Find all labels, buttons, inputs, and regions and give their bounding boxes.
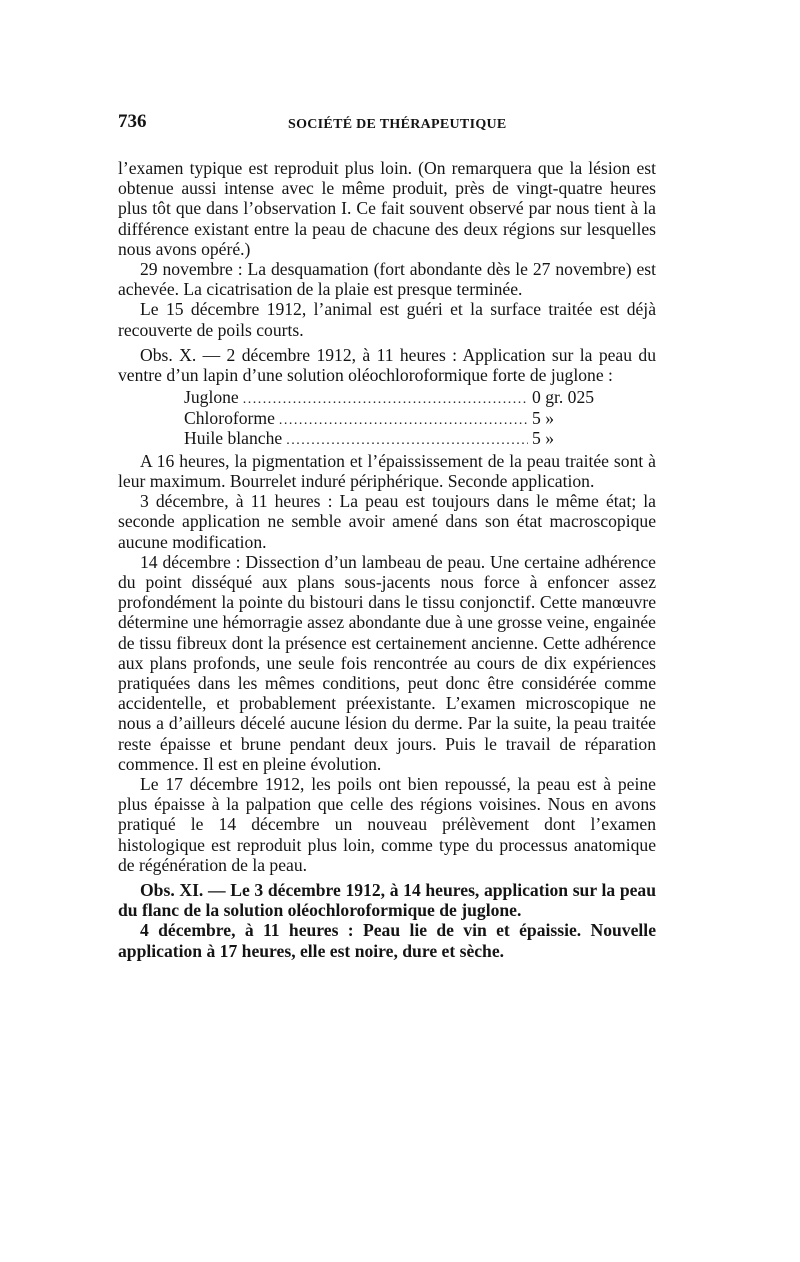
page-header <box>118 112 656 136</box>
book-page <box>118 112 656 961</box>
leader-dots <box>279 411 528 431</box>
paragraph-continuation: l’examen typique est reproduit plus loin. (On remarquera que la lésion est obtenue aussi intense avec le même produit, près de vingt-quatre heures plus tôt que dans l’observation I. Ce fait souvent observé par nous tient à la différence existant entre la peau de chacune des deux régions sur lesquelles nous avons opéré.) <box>118 158 656 259</box>
formula-row <box>184 408 604 429</box>
leader-dots <box>243 390 528 410</box>
formula-quantity: 5 » <box>532 428 554 449</box>
formula-ingredient: Chloroforme <box>184 407 275 428</box>
paragraph-15-decembre: Le 15 décembre 1912, l’animal est guéri et la surface traitée est déjà recouverte de poils courts. <box>118 299 656 340</box>
formula-row <box>184 428 604 449</box>
body-text-top <box>118 158 656 385</box>
leader-dots <box>286 431 528 451</box>
paragraph-3-decembre: 3 décembre, à 11 heures : La peau est toujours dans le même état; la seconde application ne semble avoir amené dans son état macroscopique aucune modification. <box>118 491 656 552</box>
page-number: 736 <box>118 111 147 132</box>
formula-quantity: 0 gr. 025 <box>532 387 595 408</box>
running-head: SOCIÉTÉ DE THÉRAPEUTIQUE <box>288 117 507 132</box>
formula-quantity: 5 » <box>532 407 554 428</box>
formula-ingredient: Huile blanche <box>184 428 283 449</box>
formula-ingredient: Juglone <box>184 387 239 408</box>
paragraph-16-heures: A 16 heures, la pigmentation et l’épaississement de la peau traitée sont à leur maximum. Bourrelet induré périphérique. Seconde application. <box>118 450 656 491</box>
body-text-bottom <box>118 451 656 961</box>
paragraph-4-decembre: 4 décembre, à 11 heures : Peau lie de vin et épaissie. Nouvelle application à 17 heures, elle est noire, dure et sèche. <box>118 920 656 961</box>
paragraph-14-decembre: 14 décembre : Dissection d’un lambeau de peau. Une certaine adhérence du point disséqué aux plans sous-jacents nous force à enfoncer assez profondément la pointe du bistouri dans le tissu conjonctif. Cette manœuvre détermine une hémorragie assez abondante due à une grosse veine, engainée de tissu fibreux dont la présence est certainement ancienne. Cette adhérence aux plans profonds, une seule fois rencontrée au cours de dix expériences pratiquées dans les mêmes conditions, peut donc être considérée comme accidentelle, et probablement préexistante. L’examen microscopique ne nous a d’ailleurs décelé aucune lésion du derme. Par la suite, la peau traitée reste épaisse et brune pendant deux jours. Puis le travail de réparation commence. Il est en pleine évolution. <box>118 551 656 774</box>
paragraph-17-decembre: Le 17 décembre 1912, les poils ont bien repoussé, la peau est à peine plus épaisse à la palpation que celle des régions voisines. Nous en avons pratiqué le 14 décembre un nouveau prélèvement dont l’examen histologique est reproduit plus loin, comme type du processus anatomique de régénération de la peau. <box>118 773 656 875</box>
paragraph-29-novembre: 29 novembre : La desquamation (fort abondante dès le 27 novembre) est achevée. La cicatrisation de la plaie est presque terminée. <box>118 259 656 300</box>
formula-list <box>184 387 604 449</box>
paragraph-obs-x: Obs. X. — 2 décembre 1912, à 11 heures : Application sur la peau du ventre d’un lapin d’une solution oléochloroformique forte de juglone : <box>118 344 656 386</box>
formula-row <box>184 387 604 408</box>
paragraph-obs-xi: Obs. XI. — Le 3 décembre 1912, à 14 heures, application sur la peau du flanc de la solution oléochloroformique de juglone. <box>118 880 656 921</box>
